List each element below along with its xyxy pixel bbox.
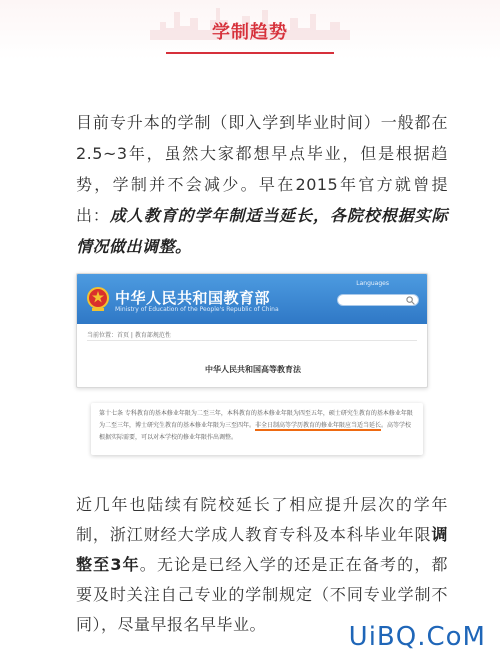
article-highlight-extend: 延长 [369,422,382,429]
site-header [77,274,428,324]
law-title: 中华人民共和国高等教育法 [205,365,301,374]
moe-website-screenshot [76,273,428,388]
site-title: 中华人民共和国教育部 [115,289,271,307]
search-icon[interactable] [406,296,415,305]
watermark-logo: UiBQ.CoM [348,622,486,652]
detail-bold: 调整至3年 [76,525,448,574]
article-text: 第十七条 专科教育的基本修业年限为二至三年，本科教育的基本修业年限为四至五年，硕士研究生教育的基本修业年限为二至三年，博士研究生教育的基本修业年限为三至四年。 [99,410,413,429]
detail-text-b: 。无论是已经入学的还是正在备考的，都要及时关注自己专业的学制规定（不同专业学制不同），尽量早报名早毕业。 [76,555,448,634]
intro-text: 目前专升本的学制（即入学到毕业时间）一般都在2.5~3年，虽然大家都想早点毕业，但是根据趋势，学制并不会减少。早在2015年官方就曾提出： [76,113,448,225]
site-search-box[interactable] [337,294,419,306]
divider [87,340,417,341]
detail-paragraph [76,490,448,640]
breadcrumb: 当前位置：首页 | 教育部规范性 [87,332,171,339]
title-underline [166,52,334,54]
intro-paragraph [76,107,448,262]
law-article-excerpt [91,403,423,455]
article-text-end: 。高等学校根据实际需要，可以对本学校的修业年限作出调整。 [99,422,412,441]
section-title: 学制趋势 [212,22,288,43]
site-subtitle: Ministry of Education of the People's Republic of China [115,306,279,313]
languages-link[interactable]: Languages [356,280,389,287]
article-highlight: 非全日制高等学历教育的修业年限应当适当 [255,422,370,429]
intro-emphasis: 成人教育的学年制适当延长，各院校根据实际情况做出调整。 [76,206,448,256]
detail-text-a: 近几年也陆续有院校延长了相应提升层次的学年制，浙江财经大学成人教育专科及本科毕业年限 [76,495,448,544]
national-emblem-icon [87,286,109,312]
